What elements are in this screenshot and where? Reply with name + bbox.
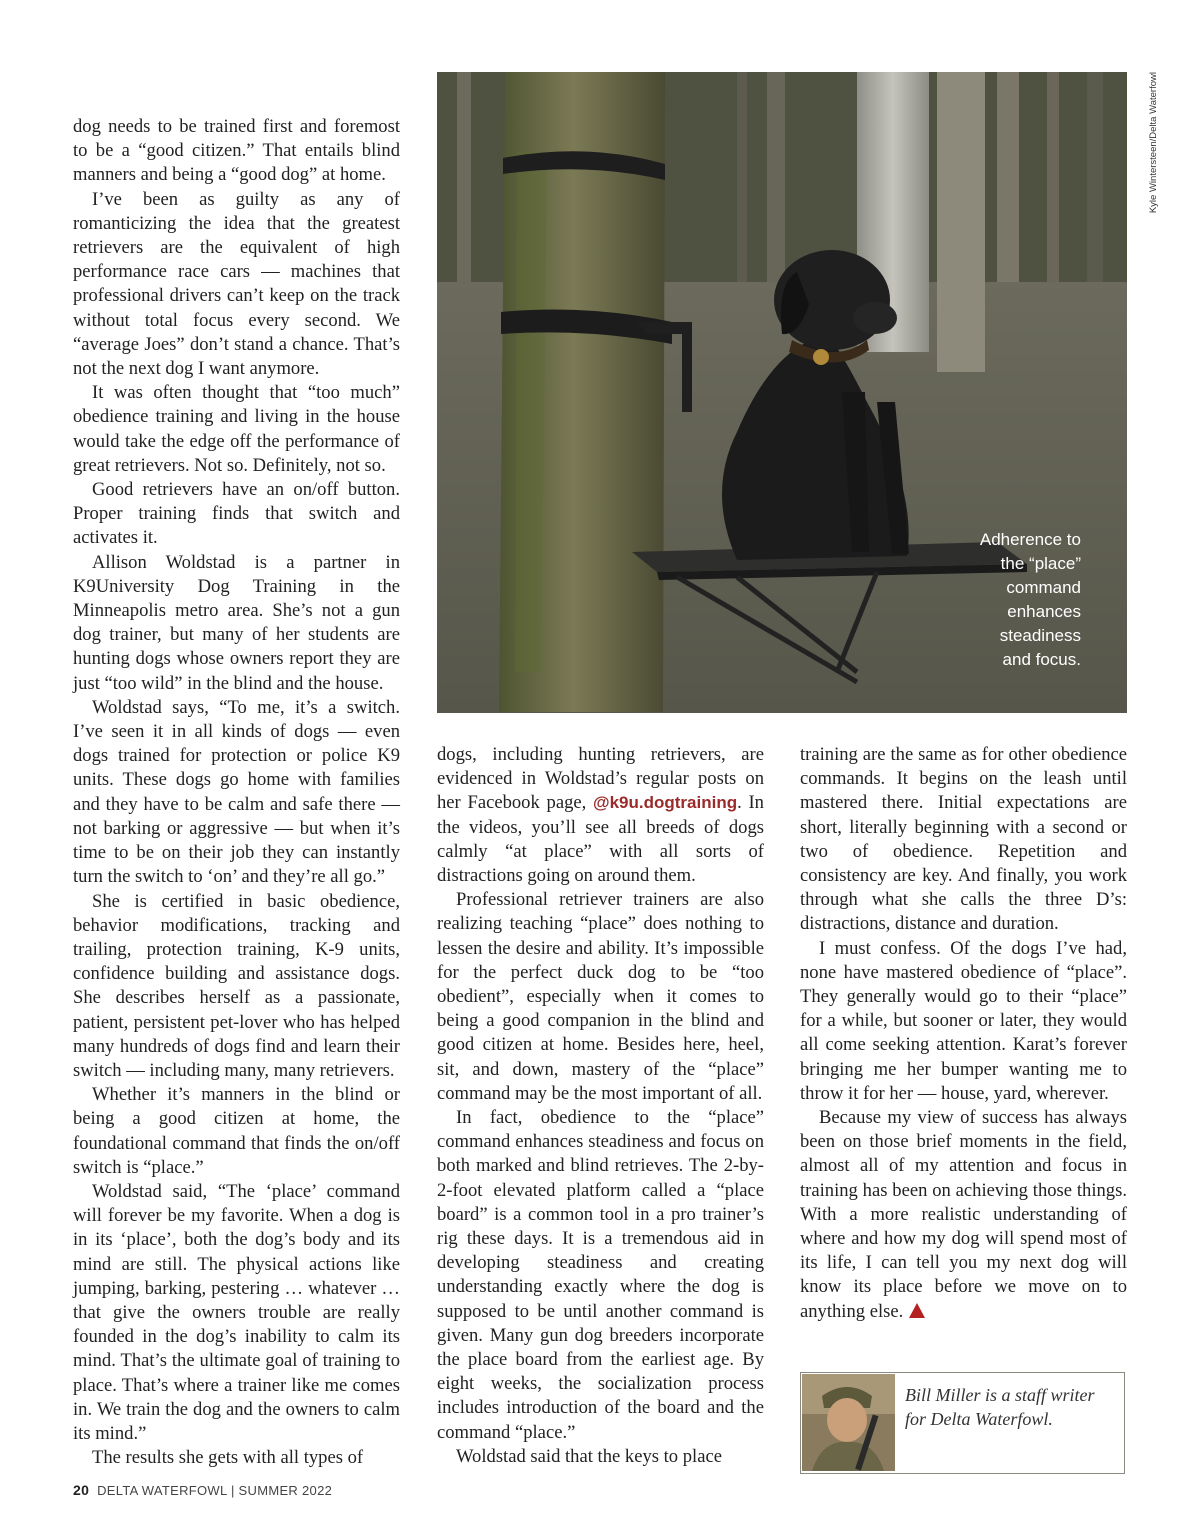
page-footer xyxy=(73,1482,332,1498)
page-number: 20 xyxy=(73,1482,90,1498)
paragraph: Professional retriever trainers are also realizing teaching “place” does nothing to lessen the desire and ability. It’s impossible for the perfect duck dog to be “too obedient”, especially when it comes to being a good companion in the blind and good citizen at home. Besides here, heel, sit, and down, mastery of the “place” command may be the most important of all. xyxy=(437,889,764,1104)
paragraph: Woldstad says, “To me, it’s a switch. I’ve seen it in all kinds of dogs — even dogs trained for protection or police K9 units. These dogs go home with families and they have to be calm and safe there — not barking or aggressive — but when it’s time to be on their job they can instantly turn the switch to ‘on’ and they’re all go.” xyxy=(73,696,400,888)
photo-credit: Kyle Wintersteen/Delta Waterfowl xyxy=(1148,72,1159,214)
author-bio-text: Bill Miller is a staff writer for Delta Waterfowl. xyxy=(905,1385,1095,1429)
paragraph: Woldstad said, “The ‘place’ command will forever be my favorite. When a dog is in its ‘place’, both the dog’s body and its mind are still. The physical actions like jumping, barking, pestering … whatever … that give the owners trouble are really founded in the dog’s inability to calm its mind. That’s the ultimate goal of training to place. That’s where a trainer like me comes in. We train the dog and the owners to calm its mind.” xyxy=(73,1180,400,1444)
paragraph: I must confess. Of the dogs I’ve had, none have mastered obedience of “place”. They generally would go to their “place” for a while, but sooner or later, they would all come seeking attention. Karat’s forever bringing me her bumper wanting me to throw it for her — house, yard, wherever. xyxy=(800,937,1127,1104)
article-column-1 xyxy=(73,115,400,1470)
paragraph: It was often thought that “too much” obedience training and living in the house would take the edge off the performance of great retrievers. Not so. Definitely, not so. xyxy=(73,382,400,476)
publication-issue: DELTA WATERFOWL | SUMMER 2022 xyxy=(97,1483,333,1498)
paragraph: Whether it’s manners in the blind or being a good citizen at home, the foundational command that finds the on/off switch is “place.” xyxy=(73,1084,400,1178)
paragraph: Because my view of success has always been on those brief moments in the field, almost all of my attention and focus in training has been on achieving those things. With a more realistic understanding of where and how my dog will spend most of its life, I can tell you my next dog will know its place before we move on to anything else. xyxy=(800,1107,1127,1322)
article-column-3 xyxy=(800,743,1127,1324)
paragraph: The results she gets with all types of xyxy=(92,1447,364,1469)
paragraph: Allison Woldstad is a partner in K9University Dog Training in the Minneapolis metro area. She’s not a gun dog trainer, but many of her students are hunting dogs whose owners report they are just “too wild” in the blind and the house. xyxy=(73,551,400,694)
author-bio-box xyxy=(800,1372,1125,1474)
paragraph: I’ve been as guilty as any of romanticizing the idea that the greatest retrievers are the equivalent of high performance race cars — machines that professional drivers can’t keep on the track without total focus every second. We “average Joes” don’t stand a chance. That’s not the next dog I want anymore. xyxy=(73,188,400,380)
facebook-handle-link[interactable]: @k9u.dogtraining xyxy=(593,793,738,813)
end-of-article-icon xyxy=(909,1303,925,1318)
paragraph: In fact, obedience to the “place” command enhances steadiness and focus on both marked and blind retrieves. The 2-by-2-foot elevated platform called a “place board” is a common tool in a pro trainer’s rig these days. It is a tremendous aid in developing steadiness and creating understanding exactly where the dog is supposed to be until another command is given. Many gun dog breeders incorporate the place board from the earliest age. By eight weeks, the socialization process includes introduction of the board and the command “place.” xyxy=(437,1107,764,1443)
paragraph: training are the same as for other obedience commands. It begins on the leash until mastered there. Initial expectations are short, literally beginning with a second or two of obedience. Repetition and consistency are key. And finally, you work through what she calls the three D’s: distractions, distance and duration. xyxy=(800,744,1127,935)
paragraph: dog needs to be trained first and foremost to be a “good citizen.” That entails blind manners and being a “good dog” at home. xyxy=(73,116,400,186)
author-photo xyxy=(802,1374,895,1471)
paragraph: She is certified in basic obedience, behavior modifications, tracking and trailing, protection training, K-9 units, confidence building and assistance dogs. She describes herself as a passionate, patient, persistent pet-lover who has helped many hundreds of dogs find and learn their switch — including many, many retrievers. xyxy=(73,890,400,1081)
paragraph: dogs, including hunting retrievers, are evidenced in Woldstad’s regular posts on her Facebook page, @k9u.dogtraining. In the videos, you’ll see all breeds of dogs calmly “at place” with all sorts of distractions going on around them. xyxy=(437,744,764,887)
photo-caption: Adherence to the “place” command enhances steadiness and focus. xyxy=(979,530,1081,669)
paragraph: Woldstad said that the keys to place xyxy=(456,1445,722,1467)
article-column-2 xyxy=(437,743,764,1469)
paragraph: Good retrievers have an on/off button. Proper training finds that switch and activates it. xyxy=(73,479,400,549)
dog-on-place-board-photo xyxy=(437,72,1127,713)
